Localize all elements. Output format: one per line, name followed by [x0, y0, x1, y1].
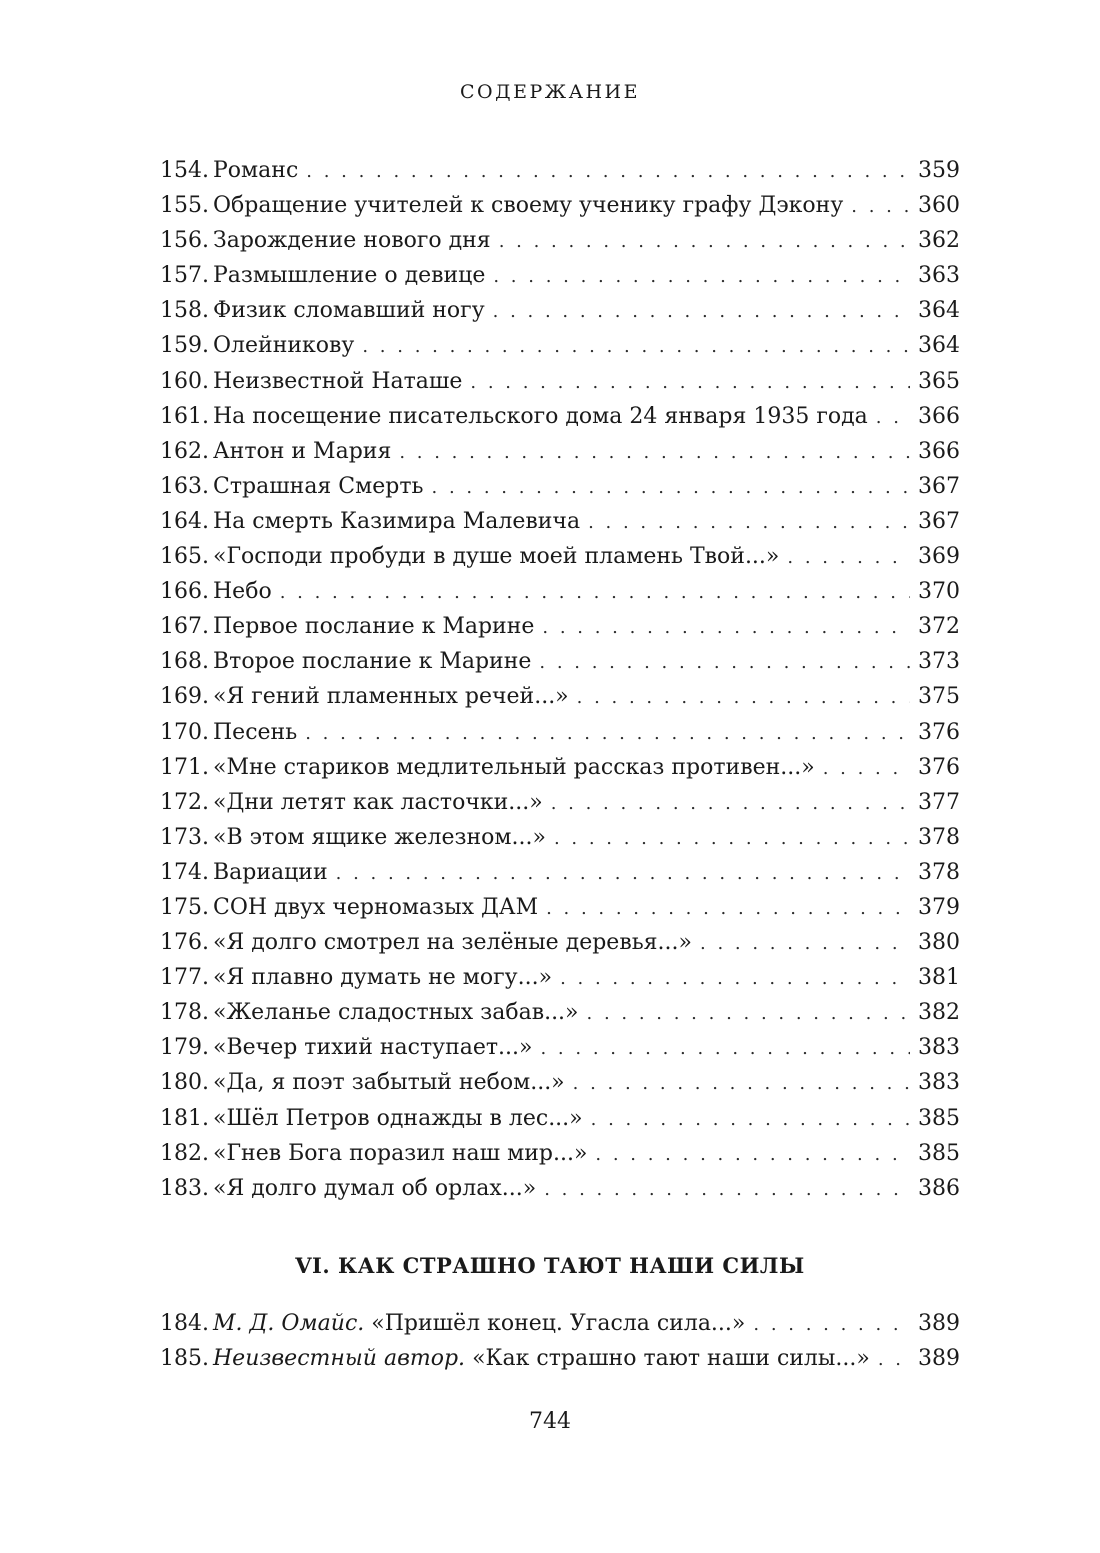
entry-page: 366 — [918, 438, 960, 464]
dot-leader — [876, 400, 910, 435]
entry-title: Страшная Смерть — [213, 473, 424, 499]
dot-leader — [823, 751, 910, 786]
dot-leader — [753, 1307, 910, 1342]
toc-entry — [160, 820, 960, 855]
entry-number: 154. — [160, 158, 209, 183]
dot-leader — [787, 540, 910, 575]
toc-entry — [160, 855, 960, 890]
dot-leader — [588, 505, 910, 540]
entry-number: 166. — [160, 579, 209, 605]
entry-number: 164. — [160, 508, 209, 534]
entry-title: На смерть Казимира Малевича — [213, 508, 581, 534]
entry-title-text: «Как страшно тают наши силы...» — [472, 1346, 870, 1372]
entry-number: 183. — [160, 1175, 209, 1201]
dot-leader — [280, 575, 910, 610]
entry-page: 366 — [918, 403, 960, 429]
entry-number: 168. — [160, 649, 209, 675]
dot-leader — [851, 189, 910, 224]
toc-entry — [160, 188, 960, 223]
entry-number: 155. — [160, 193, 209, 219]
entry-page: 381 — [918, 965, 960, 991]
entry-number: 157. — [160, 263, 209, 289]
entry-number: 182. — [160, 1140, 209, 1166]
toc-entry — [160, 1171, 960, 1206]
entry-number: 169. — [160, 684, 209, 710]
entry-page: 365 — [918, 368, 960, 394]
dot-leader — [560, 961, 910, 996]
entry-page: 383 — [918, 1070, 960, 1096]
dot-leader — [551, 786, 910, 821]
entry-number: 184. — [160, 1311, 209, 1336]
entry-title: Неизвестной Наташе — [213, 368, 463, 394]
toc-entry — [160, 574, 960, 609]
toc-entry — [160, 995, 960, 1030]
entry-title: Антон и Мария — [213, 438, 392, 464]
entry-number: 174. — [160, 859, 209, 885]
toc-entry — [160, 153, 960, 188]
entry-number: 156. — [160, 228, 209, 254]
toc-entry — [160, 399, 960, 434]
toc-entry — [160, 890, 960, 925]
toc-section-list — [160, 1306, 960, 1376]
dot-leader — [577, 680, 910, 715]
toc-entry — [160, 469, 960, 504]
entry-page: 373 — [918, 649, 960, 675]
dot-leader — [493, 259, 910, 294]
entry-page: 383 — [918, 1035, 960, 1061]
toc-entry — [160, 223, 960, 258]
entry-title: «Я гений пламенных речей...» — [213, 684, 569, 710]
entry-number: 170. — [160, 719, 209, 745]
entry-page: 375 — [918, 684, 960, 710]
toc-entry — [160, 328, 960, 363]
entry-page: 386 — [918, 1175, 960, 1201]
entry-title: «Мне стариков медлительный рассказ противен...» — [213, 754, 815, 780]
toc-entry — [160, 715, 960, 750]
toc-list — [160, 153, 960, 1206]
toc-entry — [160, 960, 960, 995]
toc-entry — [160, 609, 960, 644]
dot-leader — [539, 645, 910, 680]
entry-title: Второе послание к Марине — [213, 649, 532, 675]
dot-leader — [493, 294, 910, 329]
entry-title — [213, 1306, 745, 1341]
entry-number: 161. — [160, 403, 209, 429]
toc-entry — [160, 644, 960, 679]
entry-page: 369 — [918, 544, 960, 570]
dot-leader — [554, 821, 910, 856]
entry-title: «Дни летят как ласточки...» — [213, 789, 543, 815]
dot-leader — [546, 891, 910, 926]
entry-title: «Господи пробуди в душе моей пламень Твой...» — [213, 544, 780, 570]
entry-page: 385 — [918, 1140, 960, 1166]
entry-page: 379 — [918, 894, 960, 920]
toc-entry — [160, 1065, 960, 1100]
entry-page: 360 — [918, 193, 960, 219]
dot-leader — [305, 716, 910, 751]
entry-author: М. Д. Омайс. — [213, 1311, 365, 1336]
toc-entry — [160, 1306, 960, 1341]
entry-title: На посещение писательского дома 24 января 1935 года — [213, 403, 868, 429]
entry-number: 176. — [160, 930, 209, 956]
toc-entry — [160, 1030, 960, 1065]
entry-number: 180. — [160, 1070, 209, 1096]
entry-title: Размышление о девице — [213, 263, 486, 289]
toc-entry — [160, 1136, 960, 1171]
entry-title: Романс — [213, 158, 299, 183]
entry-number: 167. — [160, 614, 209, 640]
entry-title: «Шёл Петров однажды в лес...» — [213, 1105, 583, 1131]
entry-number: 163. — [160, 473, 209, 499]
dot-leader — [573, 1066, 910, 1101]
entry-page: 382 — [918, 1000, 960, 1026]
entry-number: 173. — [160, 824, 209, 850]
entry-title: «Да, я поэт забытый небом...» — [213, 1070, 565, 1096]
entry-page: 367 — [918, 473, 960, 499]
entry-page: 389 — [918, 1346, 960, 1372]
dot-leader — [362, 329, 910, 364]
dot-leader — [542, 610, 910, 645]
entry-title: «Я долго думал об орлах...» — [213, 1175, 537, 1201]
toc-entry — [160, 293, 960, 328]
entry-title: «Я долго смотрел на зелёные деревья...» — [213, 930, 692, 956]
entry-number: 179. — [160, 1035, 209, 1061]
entry-page: 376 — [918, 719, 960, 745]
entry-page: 378 — [918, 824, 960, 850]
dot-leader — [540, 1031, 910, 1066]
toc-entry — [160, 1101, 960, 1136]
running-head: СОДЕРЖАНИЕ — [460, 81, 640, 103]
dot-leader — [306, 154, 910, 189]
entry-author: Неизвестный автор. — [213, 1346, 466, 1372]
dot-leader — [878, 1342, 910, 1377]
toc-entry — [160, 679, 960, 714]
section-heading: VI. КАК СТРАШНО ТАЮТ НАШИ СИЛЫ — [295, 1253, 805, 1278]
toc-entry — [160, 1341, 960, 1376]
entry-number: 172. — [160, 789, 209, 815]
entry-page: 362 — [918, 228, 960, 254]
dot-leader — [336, 856, 910, 891]
entry-title: «Вечер тихий наступает...» — [213, 1035, 533, 1061]
entry-page: 378 — [918, 859, 960, 885]
entry-number: 160. — [160, 368, 209, 394]
entry-title: СОН двух черномазых ДАМ — [213, 894, 539, 920]
entry-number: 158. — [160, 298, 209, 324]
dot-leader — [399, 435, 910, 470]
entry-title: Зарождение нового дня — [213, 228, 491, 254]
entry-page: 380 — [918, 930, 960, 956]
entry-page: 367 — [918, 508, 960, 534]
entry-title: «Желанье сладостных забав...» — [213, 1000, 579, 1026]
entry-page: 370 — [918, 579, 960, 605]
entry-page: 377 — [918, 789, 960, 815]
entry-title: Физик сломавший ногу — [213, 298, 485, 324]
entry-title: Обращение учителей к своему ученику графу Дэкону — [213, 193, 844, 219]
dot-leader — [432, 470, 910, 505]
entry-title: «Я плавно думать не могу...» — [213, 965, 553, 991]
entry-number: 171. — [160, 754, 209, 780]
entry-title: Олейникову — [213, 333, 355, 359]
dot-leader — [544, 1172, 910, 1207]
toc-entry — [160, 364, 960, 399]
entry-page: 389 — [918, 1311, 960, 1336]
entry-page: 364 — [918, 333, 960, 359]
dot-leader — [587, 996, 910, 1031]
toc-entry — [160, 539, 960, 574]
entry-number: 159. — [160, 333, 209, 359]
entry-title: Вариации — [213, 859, 328, 885]
entry-title-text: «Пришёл конец. Угасла сила...» — [371, 1311, 746, 1336]
entry-page: 372 — [918, 614, 960, 640]
toc-entry — [160, 434, 960, 469]
entry-number: 162. — [160, 438, 209, 464]
entry-page: 363 — [918, 263, 960, 289]
entry-title: «В этом ящике железном...» — [213, 824, 546, 850]
entry-page: 359 — [918, 158, 960, 183]
dot-leader — [595, 1137, 910, 1172]
toc-entry — [160, 785, 960, 820]
entry-page: 376 — [918, 754, 960, 780]
dot-leader — [700, 926, 910, 961]
entry-title: Первое послание к Марине — [213, 614, 535, 640]
toc-entry — [160, 925, 960, 960]
entry-number: 175. — [160, 894, 209, 920]
dot-leader — [499, 224, 910, 259]
entry-page: 364 — [918, 298, 960, 324]
entry-title: Небо — [213, 579, 272, 605]
entry-number: 185. — [160, 1346, 209, 1372]
entry-title: «Гнев Бога поразил наш мир...» — [213, 1140, 588, 1166]
toc-entry — [160, 750, 960, 785]
entry-page: 385 — [918, 1105, 960, 1131]
page-number: 744 — [529, 1409, 571, 1434]
entry-title: Песень — [213, 719, 298, 745]
entry-number: 177. — [160, 965, 209, 991]
entry-number: 181. — [160, 1105, 209, 1131]
entry-number: 165. — [160, 544, 209, 570]
dot-leader — [470, 365, 910, 400]
entry-title — [213, 1341, 870, 1376]
entry-number: 178. — [160, 1000, 209, 1026]
toc-entry — [160, 504, 960, 539]
dot-leader — [591, 1102, 910, 1137]
toc-entry — [160, 258, 960, 293]
